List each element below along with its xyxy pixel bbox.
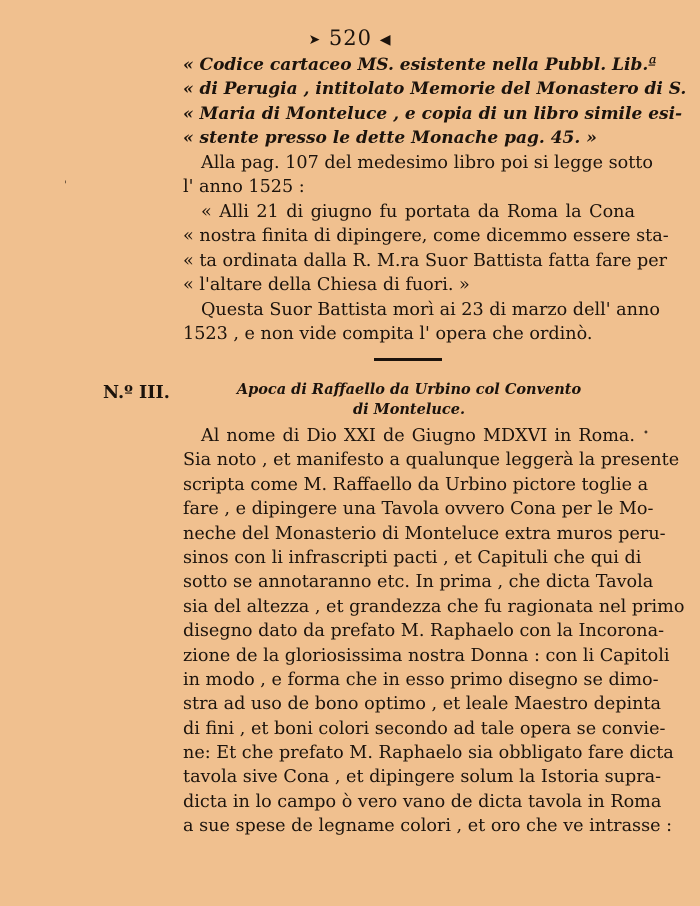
quote-1525-block: [183, 200, 669, 298]
text-line: in modo , e forma che in esso primo disegno se dimo-: [183, 669, 659, 690]
text-line: zione de la gloriosissima nostra Donna : con li Capitoli: [183, 645, 670, 666]
text-line: Al nome di Dio XXI de Giugno MDXVI in Roma.: [201, 426, 635, 446]
text-line: neche del Monasterio di Monteluce extra muros peru-: [183, 523, 666, 544]
text-line: dicta in lo campo ò vero vano de dicta tavola in Roma: [183, 791, 662, 812]
text-line: « l'altare della Chiesa di fuori. »: [183, 275, 470, 296]
text-line: « Maria di Monteluce , e copia di un libro simile esi-: [183, 103, 683, 124]
text-line: sia del altezza , et grandezza che fu ragionata nel primo: [183, 596, 685, 617]
text-line: « nostra finita di dipingere, come dicemmo essere sta-: [183, 226, 669, 247]
text-line: Alla pag. 107 del medesimo libro poi si legge sotto: [201, 153, 653, 173]
text-line: a sue spese de legname colori , et oro che ve intrasse :: [183, 816, 673, 837]
text-line: l' anno 1525 :: [183, 177, 305, 198]
text-line: Questa Suor Battista morì ai 23 di marzo dell' anno: [201, 300, 660, 320]
section-divider: [374, 358, 442, 361]
text-line: disegno dato da prefato M. Raphaelo con la Incorona-: [183, 621, 665, 642]
text-line: stra ad uso de bono optimo , et leale Maestro depinta: [183, 694, 662, 715]
text-line: fare , e dipingere una Tavola ovvero Cona per le Mo-: [183, 499, 654, 520]
paper-speck: ': [64, 180, 67, 191]
page-number: [0, 26, 700, 50]
text-line: « Alli 21 di giugno fu portata da Roma la Cona: [201, 202, 635, 222]
text-line: sinos con li infrascripti pacti , et Capituli che qui di: [183, 547, 642, 568]
text-line: sotto se annotaranno etc. In prima , che dicta Tavola: [183, 572, 654, 593]
paper-speck: •: [643, 428, 649, 439]
quote-source-block: [183, 53, 687, 151]
text-line: ne: Et che prefato M. Raphaelo sia obbligato fare dicta: [183, 743, 674, 764]
text-line: « stente presso le dette Monache pag. 45. »: [183, 128, 597, 149]
section-title-line: Apoca di Raffaello da Urbino col Convento: [236, 381, 582, 398]
right-ornament-icon: ◀: [379, 31, 392, 48]
section-number: N.º III.: [103, 382, 170, 403]
text-line: tavola sive Cona , et dipingere solum la Istoria supra-: [183, 767, 662, 788]
text-line: scripta come M. Raffaello da Urbino pictore toglie a: [183, 474, 649, 495]
text-line: « Codice cartaceo MS. esistente nella Pubbl. Lib.ª: [183, 55, 657, 75]
paragraph-pag107: [183, 151, 653, 200]
text-line: « di Perugia , intitolato Memorie del Monastero di S.: [183, 79, 687, 100]
text-line: 1523 , e non vide compita l' opera che ordinò.: [183, 324, 593, 345]
text-line: di fini , et boni colori secondo ad tale opera se convie-: [183, 718, 666, 739]
text-line: Sia noto , et manifesto a qualunque leggerà la presente: [183, 450, 680, 471]
section-title-line: di Monteluce.: [352, 401, 466, 418]
section-title: [183, 380, 635, 420]
text-line: « ta ordinata dalla R. M.ra Suor Battista fatta fare per: [183, 250, 668, 271]
left-ornament-icon: ➤: [308, 31, 322, 48]
page-number-text: 520: [328, 26, 373, 50]
paragraph-suor-battista: [183, 298, 660, 347]
document-body: [183, 424, 685, 839]
